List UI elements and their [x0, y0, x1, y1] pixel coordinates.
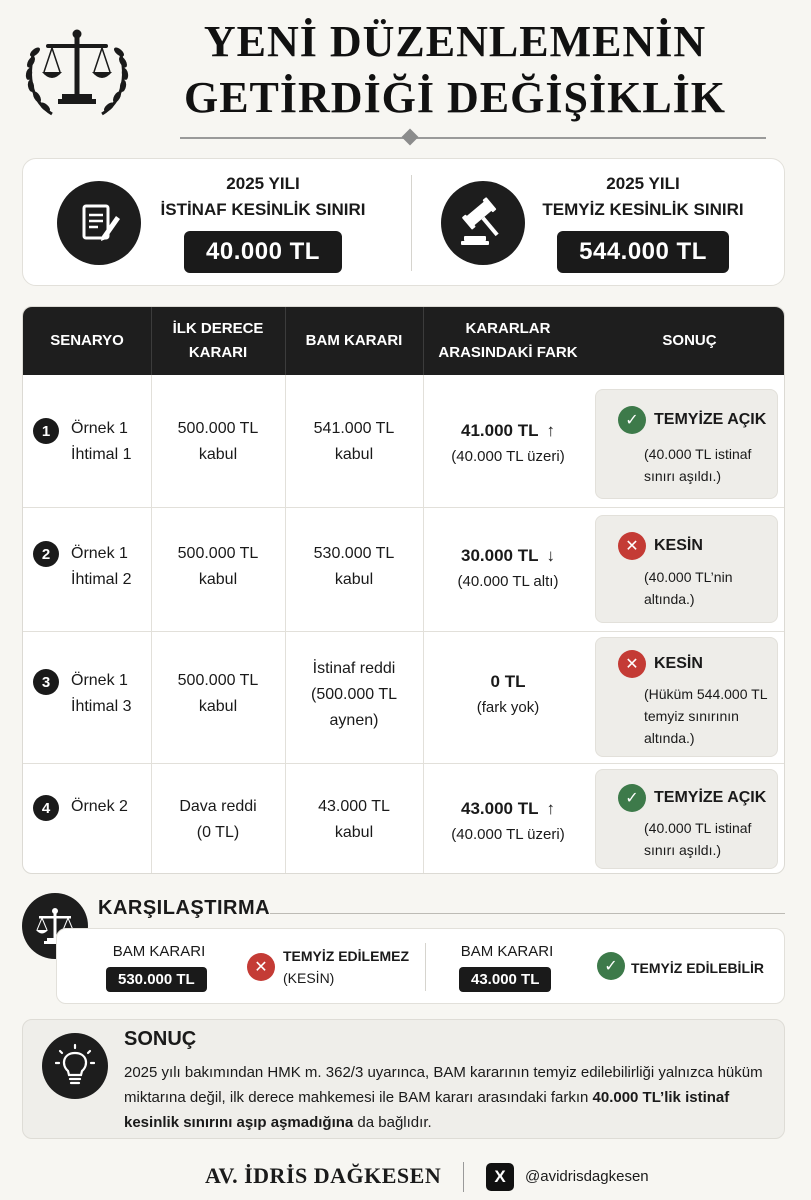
istinaf-limit-year: 2025 YILI — [226, 174, 300, 193]
result-title: TEMYİZE AÇIK — [654, 411, 767, 428]
difference-note: (fark yok) — [476, 699, 540, 716]
difference-value: 30.000 TL — [461, 546, 539, 565]
istinaf-limit-value: 40.000 TL — [184, 231, 342, 273]
result-note — [644, 683, 767, 749]
conclusion-text — [124, 1060, 774, 1135]
temyiz-limit — [523, 171, 763, 273]
header-fark-line1: KARARLAR — [465, 320, 551, 337]
first-instance-cell — [151, 668, 285, 720]
result-box — [595, 769, 778, 869]
result-note-line: (Hüküm 544.000 TL — [644, 686, 768, 702]
header-sonuc: SONUÇ — [662, 332, 717, 349]
scenario-cell — [71, 668, 131, 720]
scenario-line: İhtimal 3 — [71, 698, 132, 715]
comparison-left-label: BAM KARARI — [112, 943, 206, 960]
document-pen-icon — [57, 181, 141, 265]
first-instance-outcome: kabul — [198, 571, 238, 588]
result-box — [595, 637, 778, 757]
comparison-left-result-line: (KESİN) — [283, 970, 335, 986]
header-ilk-derece — [151, 307, 285, 375]
difference-note: (40.000 TL üzeri) — [451, 826, 565, 843]
cross-icon: ✕ — [618, 532, 646, 560]
comparison-left-value: 530.000 TL — [106, 967, 207, 992]
result-title: KESİN — [654, 655, 703, 672]
row-number-badge: 1 — [33, 418, 59, 444]
footer-separator — [463, 1162, 464, 1192]
table-row — [23, 631, 785, 763]
scenario-line: Örnek 1 — [71, 672, 128, 689]
result-box — [595, 515, 778, 623]
conclusion-title: SONUÇ — [124, 1028, 197, 1050]
difference-value: 0 TL — [490, 672, 526, 691]
scenario-line: İhtimal 1 — [71, 446, 132, 463]
bam-cell — [285, 656, 423, 734]
difference-note: (40.000 TL üzeri) — [451, 448, 565, 465]
comparison-card — [56, 928, 785, 1004]
result-note-line: altında.) — [644, 730, 695, 746]
scenario-line: Örnek 2 — [71, 798, 128, 815]
table-header — [23, 307, 785, 375]
scenario-line: Örnek 1 — [71, 420, 128, 437]
scenario-cell — [71, 416, 131, 468]
result-note — [644, 443, 751, 487]
bam-line: 541.000 TL — [313, 420, 395, 437]
header-senaryo: SENARYO — [50, 332, 124, 349]
table-row — [23, 375, 785, 507]
result-note-line: (40.000 TL istinaf — [644, 446, 752, 462]
result-note-line: altında.) — [644, 591, 695, 607]
checkmark-icon: ✓ — [618, 406, 646, 434]
bam-line: (500.000 TL — [311, 686, 397, 703]
conclusion-text-part: 2025 yılı bakımından HMK m. 362/3 uyarınca, BAM kararının temyiz edilebilirliği yalnızca hüküm miktarına değil, ilk derece mahkemesi ile BAM kararı arasındaki farkın — [124, 1064, 763, 1106]
difference-cell — [423, 669, 593, 721]
bam-line: kabul — [334, 571, 374, 588]
cross-icon: ✕ — [247, 953, 275, 981]
temyiz-limit-year: 2025 YILI — [606, 174, 680, 193]
result-note — [644, 817, 751, 861]
first-instance-amount: 500.000 TL — [177, 420, 259, 437]
cross-icon: ✕ — [618, 650, 646, 678]
difference-cell — [423, 418, 593, 470]
arrow-down-icon: ↓ — [546, 546, 555, 565]
first-instance-outcome: kabul — [198, 698, 238, 715]
scenario-line: Örnek 1 — [71, 545, 128, 562]
comparison-right-result: TEMYİZ EDİLEBİLİR — [631, 960, 764, 976]
header-fark — [423, 307, 593, 375]
gavel-icon — [441, 181, 525, 265]
lightbulb-icon — [42, 1033, 108, 1099]
scales-of-justice-logo-icon — [22, 22, 132, 122]
comparison-left-result-line: TEMYİZ EDİLEMEZ — [283, 948, 409, 964]
page-title — [150, 14, 760, 126]
row-number-badge: 3 — [33, 669, 59, 695]
first-instance-outcome: (0 TL) — [196, 824, 240, 841]
title-line-1: YENİ DÜZENLEMENİN — [203, 17, 707, 66]
first-instance-amount: 500.000 TL — [177, 672, 259, 689]
row-number-badge: 2 — [33, 541, 59, 567]
x-logo-icon[interactable]: X — [486, 1163, 514, 1191]
arrow-up-icon: ↑ — [546, 421, 555, 440]
social-handle[interactable]: @avidrisdagkesen — [525, 1168, 649, 1185]
header-fark-line2: ARASINDAKİ FARK — [438, 344, 578, 361]
difference-value: 43.000 TL — [461, 799, 539, 818]
result-note-line: (40.000 TL’nin — [644, 569, 733, 585]
difference-cell — [423, 543, 593, 595]
first-instance-amount: Dava reddi — [179, 798, 257, 815]
difference-note: (40.000 TL altı) — [457, 573, 559, 590]
first-instance-cell — [151, 794, 285, 846]
divider-diamond-icon — [402, 129, 419, 146]
istinaf-limit-label: İSTİNAF KESİNLİK SINIRI — [160, 200, 366, 219]
author-name: AV. İDRİS DAĞKESEN — [205, 1163, 442, 1188]
comparison-title: KARŞILAŞTIRMA — [98, 897, 271, 919]
difference-cell — [423, 796, 593, 848]
scenario-cell — [71, 541, 131, 593]
conclusion-box — [22, 1019, 785, 1139]
title-line-2: GETİRDİĞİ DEĞİŞİKLİK — [183, 73, 727, 122]
bam-line: 43.000 TL — [318, 798, 390, 815]
result-title: TEMYİZE AÇIK — [654, 789, 767, 806]
temyiz-limit-value: 544.000 TL — [557, 231, 729, 273]
header-ilk-derece-line1: İLK DERECE — [172, 320, 264, 337]
bam-line: 530.000 TL — [313, 545, 395, 562]
comparison-title-rule — [270, 913, 785, 914]
checkmark-icon: ✓ — [597, 952, 625, 980]
first-instance-cell — [151, 541, 285, 593]
bam-line: İstinaf reddi — [312, 660, 396, 677]
comparison-right-label: BAM KARARI — [460, 943, 554, 960]
first-instance-cell — [151, 416, 285, 468]
arrow-up-icon: ↑ — [546, 799, 555, 818]
temyiz-limit-label: TEMYİZ KESİNLİK SINIRI — [542, 200, 744, 219]
bam-cell — [285, 541, 423, 593]
checkmark-icon: ✓ — [618, 784, 646, 812]
table-row — [23, 763, 785, 874]
result-note-line: sınırı aşıldı.) — [644, 842, 722, 858]
bam-line: kabul — [334, 824, 374, 841]
bam-cell — [285, 794, 423, 846]
scenario-table — [22, 306, 785, 874]
limits-separator — [411, 175, 412, 271]
scenario-cell — [71, 794, 128, 820]
result-box — [595, 389, 778, 499]
result-note-line: sınırı aşıldı.) — [644, 468, 722, 484]
first-instance-amount: 500.000 TL — [177, 545, 259, 562]
scenario-line: İhtimal 2 — [71, 571, 132, 588]
bam-cell — [285, 416, 423, 468]
bam-line: aynen) — [329, 712, 379, 729]
first-instance-outcome: kabul — [198, 446, 238, 463]
limits-card — [22, 158, 785, 286]
comparison-right-value: 43.000 TL — [459, 967, 551, 992]
bam-line: kabul — [334, 446, 374, 463]
result-note — [644, 566, 732, 610]
title-divider — [180, 137, 766, 139]
comparison-left-result — [283, 945, 409, 989]
header-ilk-derece-line2: KARARI — [188, 344, 248, 361]
header-bam: BAM KARARI — [305, 332, 403, 349]
conclusion-text-part: da bağlıdır. — [353, 1114, 432, 1131]
result-note-line: (40.000 TL istinaf — [644, 820, 752, 836]
table-row — [23, 507, 785, 631]
header — [0, 0, 811, 150]
row-number-badge: 4 — [33, 795, 59, 821]
result-title: KESİN — [654, 537, 703, 554]
conclusion-text-bold: 40.000 TL’lik istinaf kesinlik sınırını aşıp aşmadığına — [124, 1089, 730, 1131]
result-note-line: temyiz sınırının — [644, 708, 739, 724]
comparison-separator — [425, 943, 426, 991]
difference-value: 41.000 TL — [461, 421, 539, 440]
istinaf-limit — [143, 171, 383, 273]
